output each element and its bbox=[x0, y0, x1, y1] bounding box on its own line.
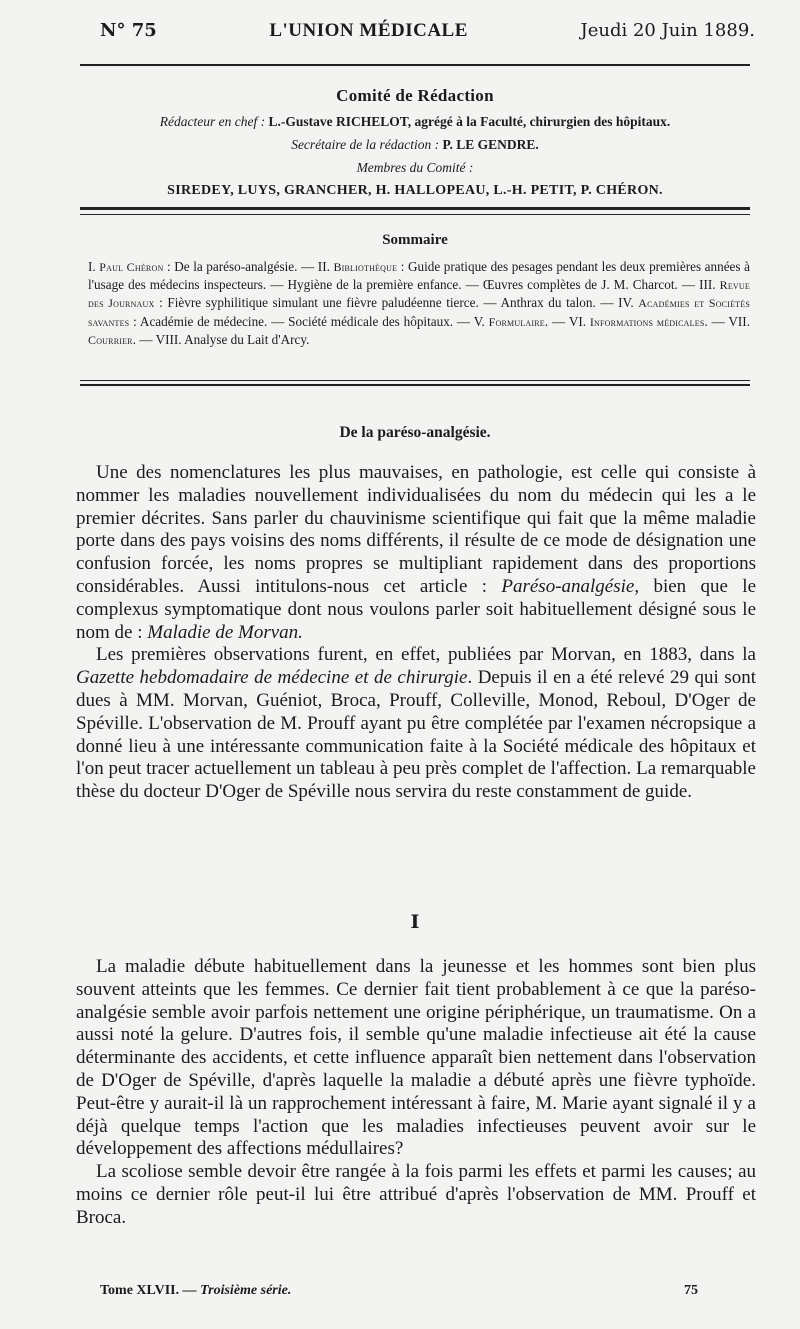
footer-tome: Tome XLVII. bbox=[100, 1283, 180, 1298]
issue-number: N° 75 bbox=[100, 20, 157, 41]
article-title: De la paréso-analgésie. bbox=[339, 424, 491, 441]
sommaire-item bbox=[569, 314, 729, 329]
paragraph-4: La scoliose semble devoir être rangée à la fois parmi les effets et parmi les causes; au moins ce dernier rôle peut-il lui être attribué d'après l'observation de MM. Prouff et Broca. bbox=[76, 1161, 756, 1228]
paragraph-1-text: Une des nomenclatures les plus mauvaises, en pathologie, est celle qui consiste à nommer les maladies nouvellement individualisées du nom du médecin qui les a le premier décrites. Sans parler du chauvinisme scientifique qui fait que la même maladie porte dans des pays voisins des noms différents, il résulte de ce mode de désignation une confusion forcée, les noms propres se multipliant rapidement dans des proportions considérables. Aussi intitulons-nous cet article : bbox=[76, 462, 756, 597]
sommaire-title: Sommaire bbox=[382, 232, 448, 248]
secretary-name: P. LE GENDRE. bbox=[442, 137, 539, 152]
editorial-committee bbox=[80, 86, 750, 202]
sommaire-item-text: : De la paréso-analgésie. — bbox=[163, 259, 318, 274]
footer-series: — Troisième série. bbox=[182, 1283, 292, 1298]
sommaire-item-number: VI. bbox=[568, 313, 590, 329]
article-section-1 bbox=[76, 956, 756, 1230]
sommaire-item-number: II. bbox=[317, 259, 334, 274]
sommaire-item-text: . — bbox=[544, 313, 569, 329]
sommaire-item-heading: Formulaire bbox=[488, 314, 545, 329]
paragraph-1-term: Paréso-analgésie bbox=[501, 575, 635, 597]
members-label: Membres du Comité : bbox=[356, 160, 474, 175]
section-number: I bbox=[410, 911, 420, 933]
members-list: SIREDEY, LUYS, GRANCHER, H. HALLOPEAU, L.-H. PETIT, P. CHÉRON. bbox=[167, 183, 663, 198]
sommaire-item-number: III. bbox=[699, 277, 720, 293]
sommaire-item-heading: Paul Chéron bbox=[99, 260, 164, 274]
sommaire-item bbox=[88, 259, 318, 274]
sommaire-item-number: I. bbox=[88, 259, 100, 274]
sommaire-list bbox=[88, 258, 750, 349]
sommaire-item-text: : Académie de médecine. — Société médicale des hôpitaux. — bbox=[129, 313, 474, 329]
running-header bbox=[100, 20, 755, 42]
editor-name: L.-Gustave RICHELOT, agrégé à la Faculté, chirurgien des hôpitaux. bbox=[268, 114, 671, 129]
committee-rule-1 bbox=[80, 207, 750, 210]
secretary-label: Secrétaire de la rédaction : bbox=[291, 137, 440, 152]
issue-date: Jeudi 20 Juin 1889. bbox=[580, 20, 755, 41]
sommaire-rule-2 bbox=[80, 384, 750, 386]
sommaire-item-heading: Revue des Journaux bbox=[88, 278, 750, 311]
sommaire-item bbox=[156, 332, 310, 347]
paragraph-3: La maladie débute habituellement dans la jeunesse et les hommes sont bien plus souvent atteints que les femmes. Ce dernier fait tient probablement à ce que la paréso-analgésie semble avoir parfois nettement une origine périphérique, un traumatisme. On a aussi noté la gelure. D'autres fois, il semble qu'une maladie infectieuse ait été la cause déterminante des accidents, et cette influence apparaît bien nettement dans l'observation de D'Oger de Spéville, d'après laquelle la maladie a débuté après une fièvre typhoïde. Peut-être y aurait-il là un rapprochement intéressant à faire, M. Marie ayant signalé il y a déjà quelque temps l'action que les maladies infectieuses peuvent avoir sur le développement des affections médullaires? bbox=[76, 956, 756, 1160]
sommaire-item-heading: Académies et Sociétés savantes bbox=[88, 296, 750, 329]
committee-rule-2 bbox=[80, 214, 750, 215]
sommaire-item-number: VII. bbox=[728, 313, 750, 329]
editor-line bbox=[80, 110, 750, 133]
sommaire-item-text: . — bbox=[132, 331, 156, 347]
paragraph-2-journal: Gazette hebdomadaire de médecine et de chirurgie bbox=[76, 667, 468, 689]
sommaire-item-text: Analyse du Lait d'Arcy. bbox=[184, 331, 310, 347]
page-footer bbox=[100, 1283, 698, 1299]
secretary-line bbox=[80, 133, 750, 156]
editor-label: Rédacteur en chef : bbox=[159, 114, 266, 129]
sommaire-item-number: VIII. bbox=[155, 331, 185, 347]
paragraph-1-eponym: Maladie de Morvan. bbox=[147, 621, 303, 643]
footer-volume bbox=[100, 1283, 291, 1299]
header-rule bbox=[80, 64, 750, 66]
sommaire-item-heading: Bibliothèque bbox=[333, 260, 398, 274]
sommaire-item-text: : Fièvre syphilitique simulant une fièvre paludéenne tierce. — Anthrax du talon. — bbox=[154, 295, 619, 311]
sommaire-item bbox=[474, 314, 569, 329]
paragraph-1-text-2: , bien que le complexus symptomatique dont nous voulons parler soit habituellement désigné sous le nom de : bbox=[76, 575, 757, 643]
sommaire-item-text: . — bbox=[704, 313, 729, 329]
sommaire-item-number: IV. bbox=[618, 295, 639, 311]
sommaire-item-heading: Courrier bbox=[88, 332, 133, 347]
sommaire-item-number: V. bbox=[473, 313, 489, 329]
article-intro bbox=[76, 462, 756, 804]
sommaire-rule-1 bbox=[80, 380, 750, 381]
paragraph-2-text: Les premières observations furent, en effet, publiées par Morvan, en 1883, dans la bbox=[96, 644, 756, 666]
committee-title: Comité de Rédaction bbox=[336, 86, 494, 105]
paragraph-1 bbox=[76, 462, 756, 644]
paragraph-2-text-2: . Depuis il en a été relevé 29 qui sont dues à MM. Morvan, Guéniot, Broca, Prouff, Colleville, Monod, Reboul, D'Oger de Spéville. L'observation de M. Prouff ayant pu être complétée par l'examen nécropsique a donné lieu à une intéressante communication faite à la Société médicale des hôpitaux et l'on peut tracer actuellement un tableau à peu près complet de l'affection. La remarquable thèse du docteur D'Oger de Spéville nous servira du reste constamment de guide. bbox=[76, 667, 756, 803]
sommaire-item-heading: Informations médicales bbox=[589, 314, 705, 329]
sommaire-item-text: : Guide pratique des pesages pendant les deux premières années à l'usage des médecins inspecteurs. — Hygiène de la première enfance. — Œuvres complètes de J. M. Charcot. — bbox=[88, 259, 750, 293]
page-number: 75 bbox=[684, 1283, 698, 1298]
members-label-line bbox=[80, 156, 750, 179]
journal-title: L'UNION MÉDICALE bbox=[269, 20, 468, 41]
paragraph-2 bbox=[76, 644, 756, 804]
